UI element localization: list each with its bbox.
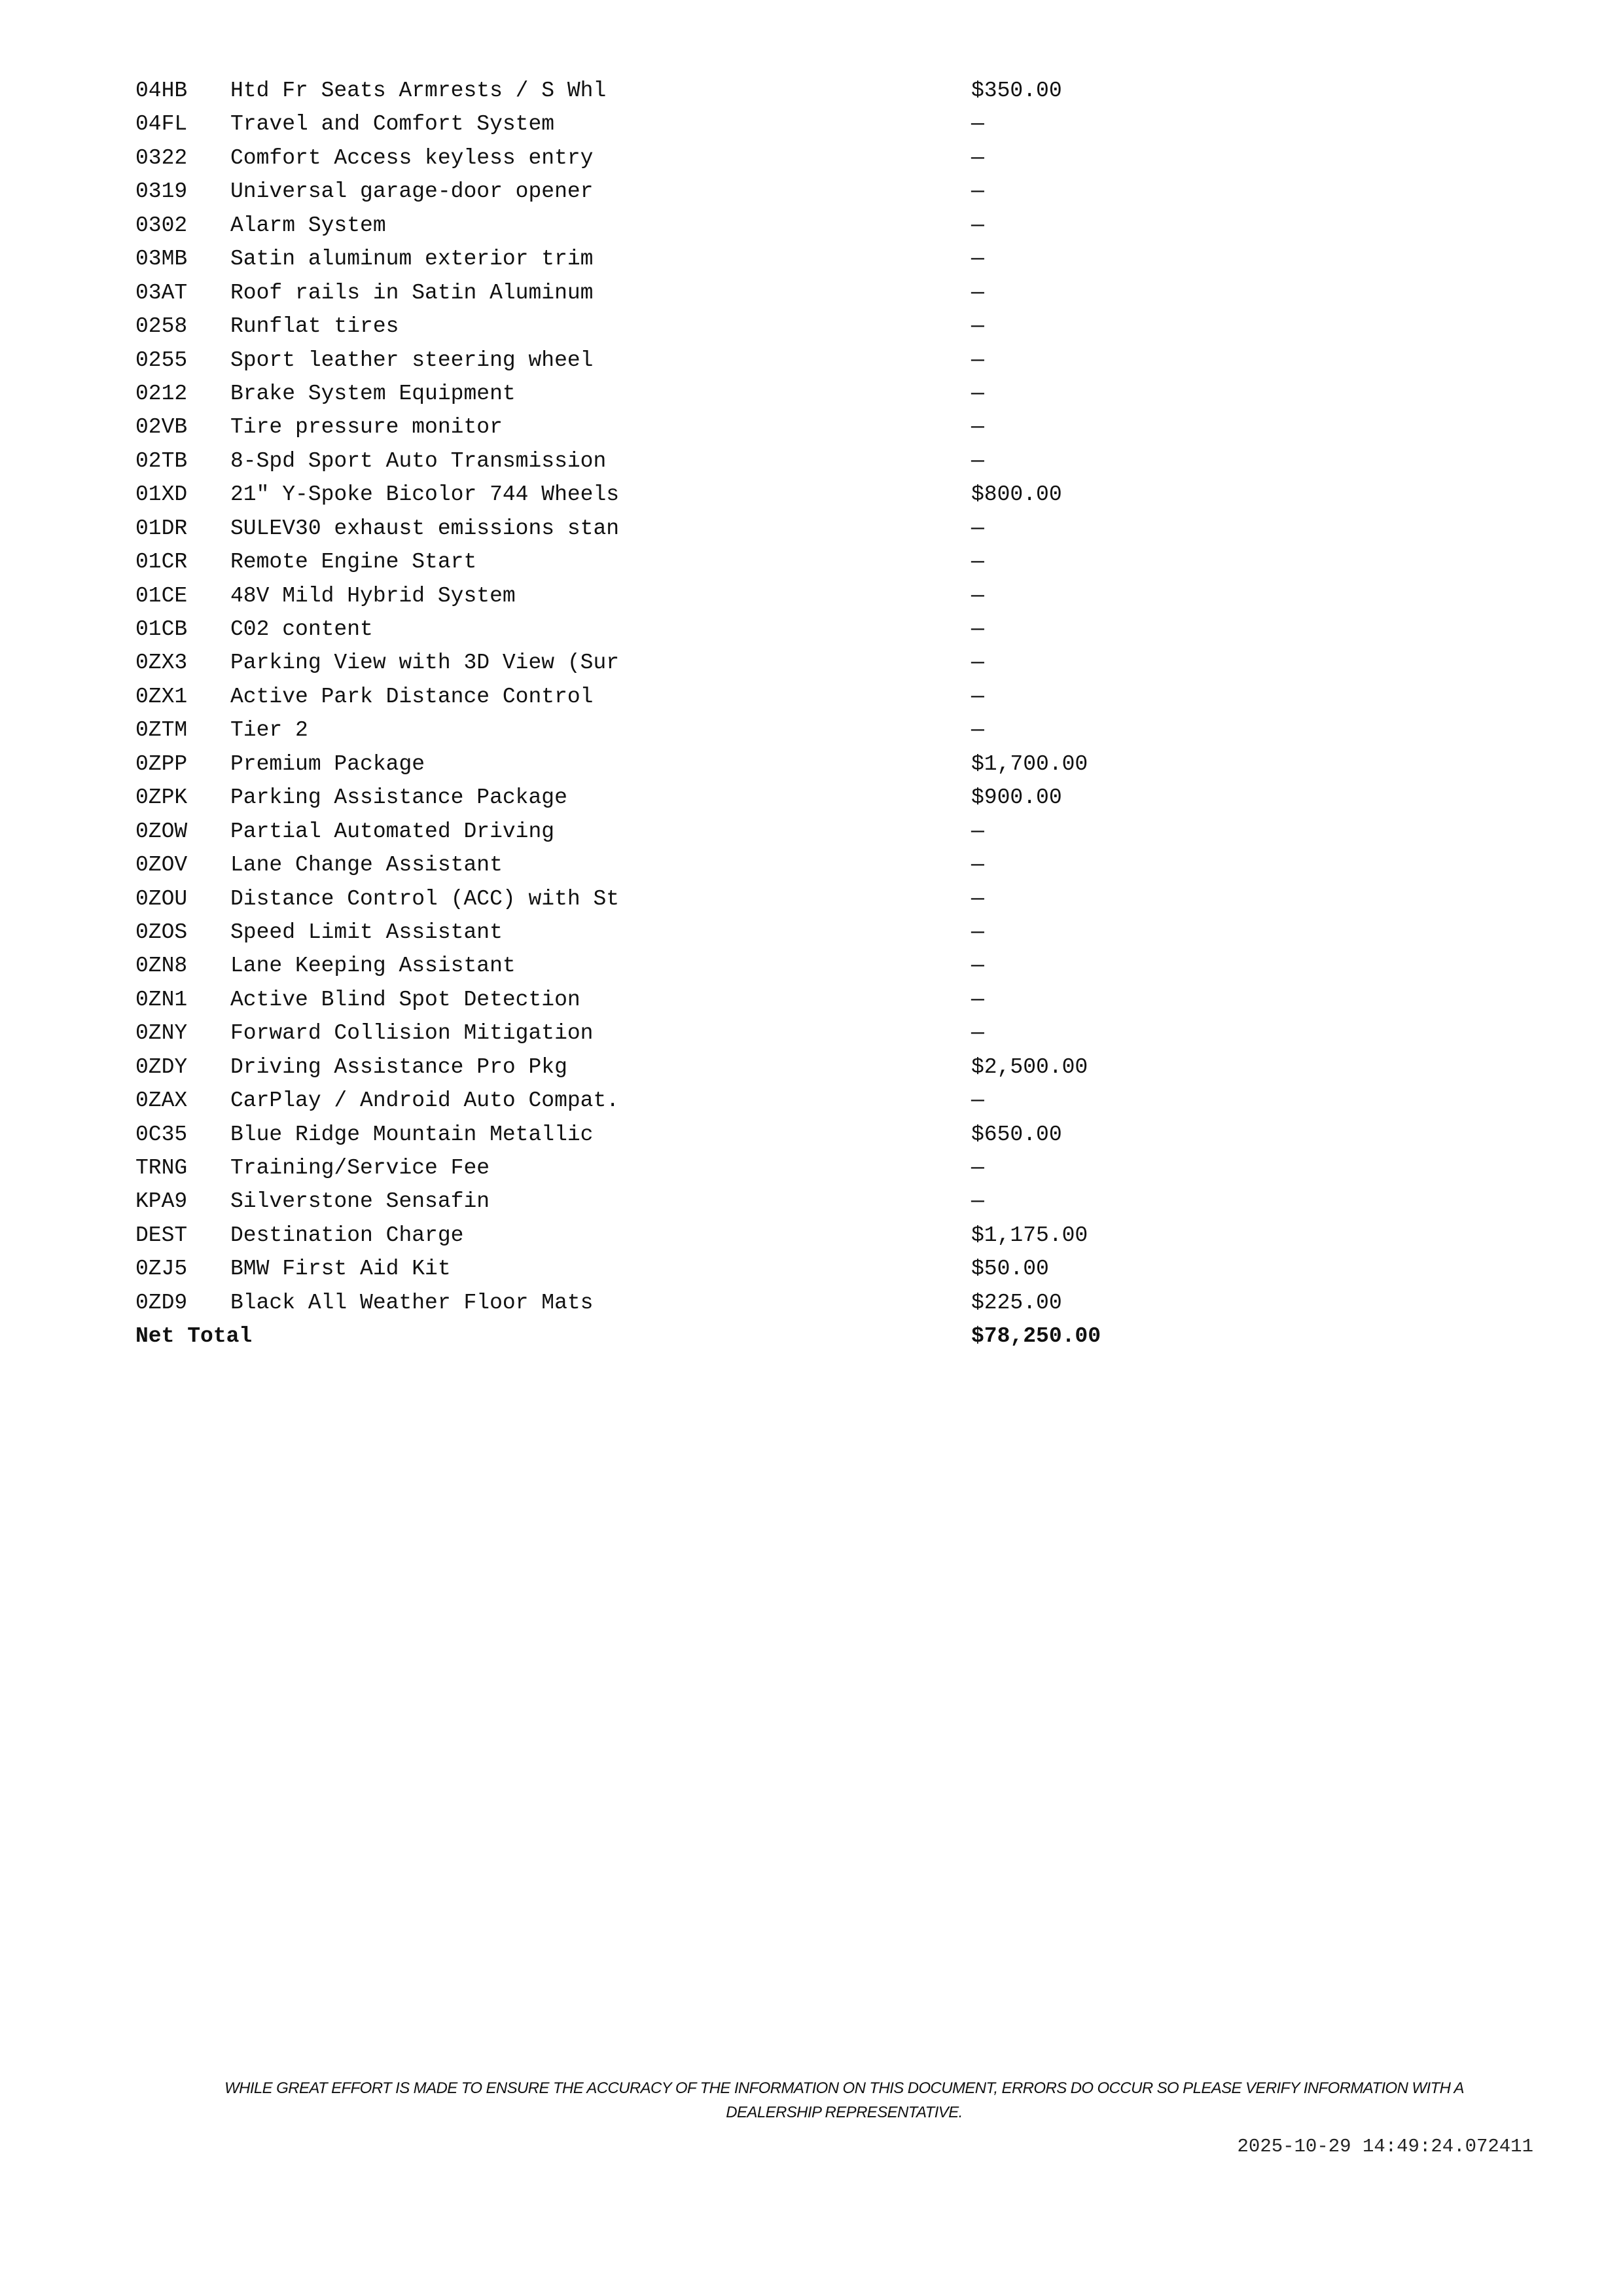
item-price: —: [971, 145, 984, 170]
item-price: $1,700.00: [971, 751, 1088, 776]
item-code: 0ZX3: [135, 651, 188, 675]
item-code: 0C35: [135, 1122, 188, 1147]
item-code: 0302: [135, 213, 188, 238]
disclaimer-line-2: DEALERSHIP REPRESENTATIVE.: [726, 2104, 963, 2121]
line-item: [135, 242, 1183, 276]
item-code: 02VB: [135, 415, 188, 440]
item-description: Runflat tires: [230, 314, 399, 339]
item-price: —: [971, 1088, 984, 1113]
item-price: —: [971, 314, 984, 339]
item-code: 0ZD9: [135, 1290, 188, 1315]
item-price: —: [971, 617, 984, 641]
line-item: [135, 815, 1183, 848]
item-description: 21" Y-Spoke Bicolor 744 Wheels: [230, 482, 620, 507]
line-item: [135, 983, 1183, 1016]
item-description: Alarm System: [230, 213, 386, 238]
item-price: —: [971, 112, 984, 137]
item-code: 0ZX1: [135, 684, 188, 709]
disclaimer-line-1: WHILE GREAT EFFORT IS MADE TO ENSURE THE ACCURACY OF THE INFORMATION ON THIS DOCUMENT, ERRORS DO OCCUR SO PLEASE VERIFY INFORMATION WITH A: [224, 2079, 1464, 2097]
item-description: Sport leather steering wheel: [230, 348, 594, 372]
item-description: Premium Package: [230, 751, 425, 776]
item-description: Black All Weather Floor Mats: [230, 1290, 594, 1315]
item-price: —: [971, 550, 984, 575]
item-description: Active Blind Spot Detection: [230, 987, 580, 1012]
line-item: [135, 1084, 1183, 1117]
line-item: [135, 613, 1183, 646]
item-description: Brake System Equipment: [230, 381, 516, 406]
line-item: [135, 512, 1183, 545]
item-price: —: [971, 247, 984, 272]
item-description: Roof rails in Satin Aluminum: [230, 280, 594, 305]
item-code: 0ZTM: [135, 718, 188, 743]
item-description: BMW First Aid Kit: [230, 1257, 451, 1282]
line-item: [135, 1016, 1183, 1050]
item-price: $900.00: [971, 785, 1062, 810]
disclaimer: [131, 2076, 1558, 2125]
line-item: [135, 1050, 1183, 1084]
item-price: —: [971, 583, 984, 608]
item-price: $650.00: [971, 1122, 1062, 1147]
item-description: Partial Automated Driving: [230, 819, 555, 844]
item-description: Destination Charge: [230, 1223, 464, 1247]
line-item: [135, 882, 1183, 916]
item-code: 0ZJ5: [135, 1257, 188, 1282]
line-item: [135, 1219, 1183, 1252]
net-total-row: [135, 1319, 1183, 1353]
item-code: 01XD: [135, 482, 188, 507]
item-price: —: [971, 718, 984, 743]
item-code: 0ZOV: [135, 853, 188, 878]
item-description: Distance Control (ACC) with St: [230, 886, 620, 911]
item-code: 0255: [135, 348, 188, 372]
item-description: Tire pressure monitor: [230, 415, 503, 440]
line-item: [135, 310, 1183, 343]
item-price: —: [971, 1156, 984, 1180]
item-price: —: [971, 179, 984, 204]
item-description: 8-Spd Sport Auto Transmission: [230, 448, 607, 473]
item-price: —: [971, 819, 984, 844]
line-item: [135, 1185, 1183, 1218]
line-item: [135, 713, 1183, 747]
item-code: 0212: [135, 381, 188, 406]
line-item: [135, 916, 1183, 949]
item-code: 0ZPK: [135, 785, 188, 810]
line-item: [135, 107, 1183, 141]
item-description: Forward Collision Mitigation: [230, 1021, 594, 1046]
item-price: —: [971, 987, 984, 1012]
item-code: TRNG: [135, 1156, 188, 1180]
item-description: C02 content: [230, 617, 373, 641]
item-code: 01CE: [135, 583, 188, 608]
item-description: Training/Service Fee: [230, 1156, 490, 1180]
item-code: 04HB: [135, 79, 188, 103]
item-price: $350.00: [971, 79, 1062, 103]
item-code: 03AT: [135, 280, 188, 305]
item-code: 0ZOS: [135, 920, 188, 944]
item-description: Parking View with 3D View (Sur: [230, 651, 620, 675]
item-description: Speed Limit Assistant: [230, 920, 503, 944]
item-description: SULEV30 exhaust emissions stan: [230, 516, 620, 541]
item-code: DEST: [135, 1223, 188, 1247]
line-item: [135, 848, 1183, 882]
item-price: —: [971, 348, 984, 372]
line-item: [135, 478, 1183, 511]
item-description: Comfort Access keyless entry: [230, 145, 594, 170]
item-description: Lane Change Assistant: [230, 853, 503, 878]
item-code: 0ZNY: [135, 1021, 188, 1046]
item-price: $2,500.00: [971, 1054, 1088, 1079]
line-item: [135, 141, 1183, 175]
item-code: 0ZN1: [135, 987, 188, 1012]
line-item: [135, 74, 1183, 107]
item-price: —: [971, 954, 984, 978]
item-code: 0ZOU: [135, 886, 188, 911]
item-price: —: [971, 853, 984, 878]
item-code: 04FL: [135, 112, 188, 137]
item-description: Satin aluminum exterior trim: [230, 247, 594, 272]
item-description: Blue Ridge Mountain Metallic: [230, 1122, 594, 1147]
item-price: —: [971, 448, 984, 473]
line-item: [135, 949, 1183, 982]
item-description: Parking Assistance Package: [230, 785, 567, 810]
item-price: —: [971, 415, 984, 440]
item-price: —: [971, 381, 984, 406]
item-price: $800.00: [971, 482, 1062, 507]
item-code: KPA9: [135, 1189, 188, 1214]
line-item: [135, 579, 1183, 613]
item-price: —: [971, 1189, 984, 1214]
item-code: 01CR: [135, 550, 188, 575]
item-code: 0322: [135, 145, 188, 170]
line-item: [135, 1151, 1183, 1185]
net-total-value: $78,250.00: [971, 1324, 1101, 1349]
item-code: 01CB: [135, 617, 188, 641]
generated-timestamp: 2025-10-29 14:49:24.072411: [1237, 2136, 1533, 2157]
line-item: [135, 1286, 1183, 1319]
line-item: [135, 276, 1183, 310]
item-price: —: [971, 280, 984, 305]
item-price: —: [971, 516, 984, 541]
item-code: 0ZOW: [135, 819, 188, 844]
item-description: Htd Fr Seats Armrests / S Whl: [230, 79, 607, 103]
item-price: —: [971, 1021, 984, 1046]
line-item: [135, 175, 1183, 208]
item-code: 0ZAX: [135, 1088, 188, 1113]
line-item: [135, 747, 1183, 781]
item-description: Tier 2: [230, 718, 308, 743]
item-description: Driving Assistance Pro Pkg: [230, 1054, 567, 1079]
item-code: 0ZDY: [135, 1054, 188, 1079]
item-description: 48V Mild Hybrid System: [230, 583, 516, 608]
item-price: —: [971, 684, 984, 709]
line-item: [135, 781, 1183, 814]
line-item: [135, 545, 1183, 579]
item-code: 02TB: [135, 448, 188, 473]
item-description: Silverstone Sensafin: [230, 1189, 490, 1214]
item-description: CarPlay / Android Auto Compat.: [230, 1088, 620, 1113]
item-code: 01DR: [135, 516, 188, 541]
line-item: [135, 344, 1183, 377]
item-price: —: [971, 651, 984, 675]
item-price: —: [971, 920, 984, 944]
item-description: Universal garage-door opener: [230, 179, 594, 204]
item-description: Travel and Comfort System: [230, 112, 555, 137]
item-code: 03MB: [135, 247, 188, 272]
item-code: 0ZN8: [135, 954, 188, 978]
item-description: Remote Engine Start: [230, 550, 477, 575]
line-item: [135, 1252, 1183, 1285]
item-price: —: [971, 886, 984, 911]
item-price: $50.00: [971, 1257, 1049, 1282]
item-description: Active Park Distance Control: [230, 684, 594, 709]
line-item: [135, 209, 1183, 242]
line-item: [135, 646, 1183, 679]
item-code: 0319: [135, 179, 188, 204]
item-code: 0258: [135, 314, 188, 339]
line-items-list: [135, 74, 1183, 1354]
line-item: [135, 1118, 1183, 1151]
item-price: $225.00: [971, 1290, 1062, 1315]
item-description: Lane Keeping Assistant: [230, 954, 516, 978]
item-price: $1,175.00: [971, 1223, 1088, 1247]
line-item: [135, 410, 1183, 444]
line-item: [135, 377, 1183, 410]
item-price: —: [971, 213, 984, 238]
line-item: [135, 444, 1183, 478]
line-item: [135, 680, 1183, 713]
net-total-label: Net Total: [135, 1324, 253, 1349]
item-code: 0ZPP: [135, 751, 188, 776]
